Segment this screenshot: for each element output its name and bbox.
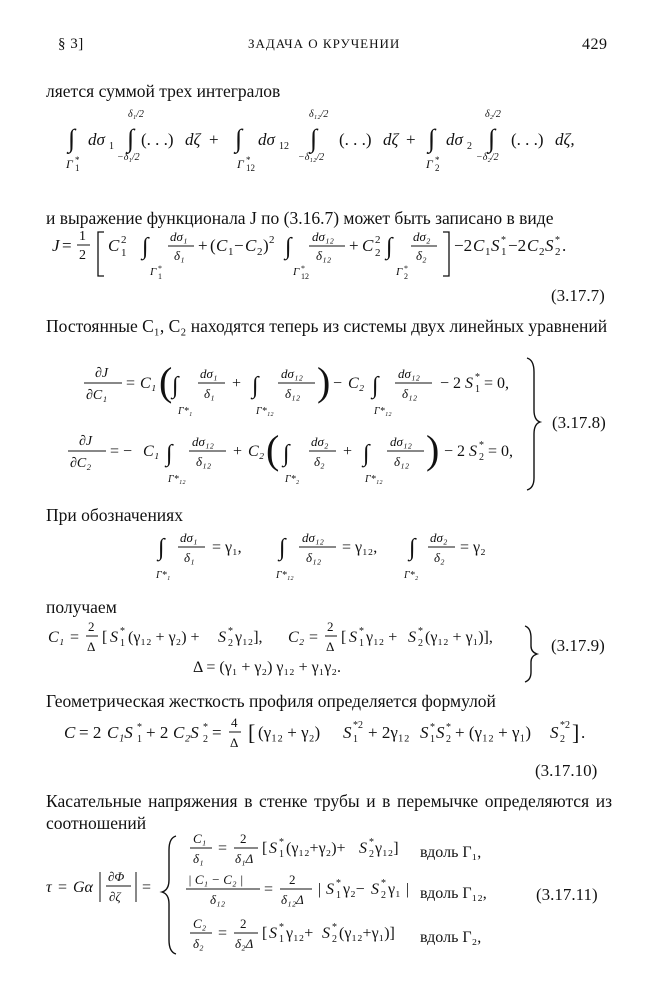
svg-text:C₁S: C₁S: [107, 723, 133, 742]
svg-text:(γ₁₂ + γ₂) +: (γ₁₂ + γ₂) +: [128, 629, 200, 646]
svg-text:δ₁₂: δ₁₂: [196, 454, 212, 469]
svg-text:2: 2: [257, 246, 263, 258]
svg-text:γ₁₂],: γ₁₂],: [235, 629, 263, 646]
svg-text:δ₁₂: δ₁₂: [402, 386, 418, 401]
svg-text:1: 1: [75, 163, 80, 173]
svg-text:= 0,: = 0,: [484, 375, 510, 392]
svg-text:C₁: C₁: [193, 831, 207, 846]
svg-text:δ₁: δ₁: [184, 550, 195, 565]
section-ref: § 3]: [58, 36, 84, 52]
svg-text:|: |: [406, 881, 410, 898]
svg-text:S: S: [550, 723, 559, 742]
svg-text:dσ₂: dσ₂: [311, 434, 329, 449]
eq-source-3b: ∂J/∂C2 = − C1 ∫_{Γ12*} dσ12/δ12 + C2 ( ∫_{Γ2*} dσ2/δ2 + ∫_{Γ12*} dσ12/δ12 ) − 2S2* = 0,: [133, 996, 172, 997]
svg-text:*: *: [501, 235, 506, 246]
svg-text:∫: ∫: [166, 441, 173, 467]
svg-text:*: *: [279, 922, 284, 933]
svg-text:2: 2: [327, 619, 334, 634]
svg-text:=: =: [142, 879, 152, 896]
svg-text:= γ₂: = γ₂: [460, 539, 486, 556]
svg-text:−: −: [333, 375, 343, 392]
svg-text:*: *: [435, 155, 440, 165]
svg-text:−δ₁/2: −δ₁/2: [117, 152, 140, 163]
svg-text:*: *: [430, 722, 435, 733]
svg-text:): ): [317, 359, 331, 404]
svg-text:S: S: [343, 723, 352, 742]
svg-text:dσ₁₂: dσ₁₂: [302, 530, 324, 545]
svg-text:dσ₂: dσ₂: [413, 229, 431, 244]
svg-text:[: [: [102, 629, 108, 646]
formula-stresses: [46, 831, 487, 954]
svg-text:∫: ∫: [283, 441, 290, 467]
svg-text:γ₁: γ₁: [388, 881, 401, 898]
svg-text:(γ₁₂+γ₁)]: (γ₁₂+γ₁)]: [339, 925, 395, 942]
svg-text:dσ₁₂: dσ₁₂: [312, 229, 334, 244]
svg-text:δ₁Δ: δ₁Δ: [235, 851, 254, 866]
svg-text:δ₁: δ₁: [204, 386, 215, 401]
svg-text:C₂S: C₂S: [173, 723, 199, 742]
svg-text:∫: ∫: [285, 234, 292, 260]
svg-text:12: 12: [246, 163, 255, 173]
eq-number-3-17-8: (3.17.8): [552, 413, 606, 432]
svg-text:2: 2: [404, 272, 408, 281]
svg-text:1: 1: [279, 934, 284, 945]
svg-text:∫: ∫: [68, 124, 76, 153]
svg-text:1: 1: [109, 141, 114, 152]
svg-text:δ₁₂: δ₁₂: [316, 248, 332, 263]
svg-text:δ₁₂: δ₁₂: [394, 454, 410, 469]
svg-text:2: 2: [375, 234, 381, 246]
svg-text:∫: ∫: [127, 124, 135, 153]
svg-text:−δ₂/2: −δ₂/2: [476, 152, 499, 163]
svg-text:∫: ∫: [386, 234, 393, 260]
svg-text:*: *: [228, 626, 233, 637]
paragraph-7: Касательные напряжения в стенке трубы и в перемычке определяются из соотношений: [46, 791, 612, 833]
svg-text:S: S: [491, 236, 500, 255]
svg-text:∫: ∫: [279, 535, 286, 561]
svg-text:1: 1: [359, 638, 364, 649]
svg-text:C: C: [245, 236, 257, 255]
svg-text:δ₂: δ₂: [416, 248, 427, 263]
svg-text:γ₁₂+: γ₁₂+: [286, 925, 314, 942]
svg-text:1: 1: [475, 384, 480, 395]
svg-text:dσ: dσ: [446, 130, 463, 149]
svg-text:(. . .): (. . .): [141, 130, 174, 149]
svg-text:.: .: [581, 723, 586, 742]
svg-text:S: S: [218, 629, 226, 646]
svg-text:2: 2: [467, 141, 472, 152]
svg-text:= γ₁,: = γ₁,: [212, 539, 242, 556]
svg-text:=: =: [264, 881, 274, 898]
eq-source-5a: C1 = 2/Δ [ S1* (γ12 + γ2) + S2*γ12 ], C2 = 2/Δ [ S1*γ12 + S2* (γ12 + γ1) ],: [199, 996, 231, 997]
formula-constants: [48, 619, 537, 682]
svg-text:Γ: Γ: [293, 266, 300, 278]
svg-text:(γ₁₂ + γ₂): (γ₁₂ + γ₂): [258, 723, 321, 742]
svg-text:1: 1: [430, 734, 435, 745]
svg-text:−: −: [234, 236, 244, 255]
eq-source-7: τ = Gα |∂Φ/∂ζ| = { C1/δ1 = 2/(δ1Δ) [ S1* (γ12 + γ2) + S2*γ12 ] вдоль Γ1, |C1 − C2|/δ12 = 2/(δ12Δ) | S1*γ2 − S2*γ1 | вдоль Γ12, C2/δ2 = 2/(δ2Δ) [ S1*γ12 + S2* (γ12 + γ1) ] вдоль Γ2,: [274, 996, 350, 997]
svg-text:|: |: [318, 881, 322, 898]
svg-text:S: S: [469, 443, 477, 460]
svg-text:δ₁: δ₁: [193, 851, 204, 866]
svg-text:+ 2: + 2: [146, 723, 169, 742]
paragraph-5: получаем: [46, 597, 117, 617]
svg-text:dσ: dσ: [88, 130, 105, 149]
svg-text:*: *: [446, 722, 451, 733]
svg-text:δ₁: δ₁: [174, 248, 185, 263]
svg-text:= 2: = 2: [79, 723, 102, 742]
svg-text:=: =: [309, 629, 319, 646]
svg-text:dζ,: dζ,: [555, 130, 575, 149]
svg-text:*: *: [246, 155, 251, 165]
eq-number-3-17-11: (3.17.11): [536, 885, 598, 904]
svg-text:(γ₁₂+γ₂)+: (γ₁₂+γ₂)+: [286, 840, 346, 857]
svg-text:2: 2: [435, 163, 440, 173]
svg-text:Γ*₁: Γ*₁: [156, 570, 171, 581]
svg-text:12: 12: [279, 141, 289, 152]
svg-text:S: S: [408, 629, 416, 646]
svg-text:dσ₁₂: dσ₁₂: [398, 366, 420, 381]
svg-text:∫: ∫: [409, 535, 416, 561]
svg-text:Γ: Γ: [66, 157, 73, 171]
svg-text:Γ*₂: Γ*₂: [404, 570, 419, 581]
svg-text:(: (: [266, 427, 280, 472]
svg-text:∂C₂: ∂C₂: [70, 456, 92, 471]
svg-text:*: *: [404, 264, 408, 273]
eq-source-5b: Δ = (γ1 + γ2) γ12 + γ1γ2.: [230, 996, 242, 997]
svg-text:∫: ∫: [372, 373, 379, 399]
svg-text:δ₂/2: δ₂/2: [485, 109, 501, 120]
svg-text:вдоль Γ₂,: вдоль Γ₂,: [420, 929, 482, 946]
svg-text:C₂: C₂: [288, 629, 305, 646]
svg-text:γ₁₂ +: γ₁₂ +: [366, 629, 398, 646]
svg-text:2: 2: [418, 638, 423, 649]
svg-text:*: *: [203, 722, 208, 733]
svg-text:Δ: Δ: [230, 735, 239, 750]
svg-text:[: [: [262, 840, 268, 857]
svg-text:= −: = −: [110, 443, 133, 460]
svg-text:dσ₁₂: dσ₁₂: [390, 434, 412, 449]
svg-text:S: S: [465, 375, 473, 392]
svg-text:Γ: Γ: [150, 266, 157, 278]
svg-text:∫: ∫: [172, 373, 179, 399]
svg-text:): ): [426, 427, 440, 472]
svg-text:δ₂: δ₂: [314, 454, 325, 469]
paragraph-2: и выражение функционала J по (3.16.7) может быть записано в виде: [46, 208, 554, 228]
running-title: ЗАДАЧА О КРУЧЕНИИ: [248, 36, 401, 51]
svg-text:dζ: dζ: [185, 130, 201, 149]
svg-text:J: J: [52, 236, 60, 255]
svg-text:2: 2: [228, 638, 233, 649]
svg-text:S: S: [326, 881, 334, 898]
svg-text:*: *: [301, 264, 305, 273]
svg-text:dσ: dσ: [258, 130, 275, 149]
svg-text:∫: ∫: [235, 124, 243, 153]
equation-source-text: [0, 996, 659, 997]
svg-text:1: 1: [228, 246, 234, 258]
svg-text:S: S: [436, 723, 445, 742]
svg-text:dσ₁₂: dσ₁₂: [281, 366, 303, 381]
svg-text:1: 1: [353, 734, 358, 745]
svg-text:Gα: Gα: [73, 879, 93, 896]
svg-text:+: +: [349, 236, 359, 255]
svg-text:*2: *2: [560, 720, 570, 731]
svg-text:.: .: [562, 236, 567, 255]
svg-text:∫: ∫: [142, 234, 149, 260]
svg-text:2: 2: [240, 916, 247, 931]
svg-text:2: 2: [332, 934, 337, 945]
svg-text:[: [: [262, 925, 268, 942]
svg-text:+: +: [232, 375, 242, 392]
svg-text:Γ: Γ: [396, 266, 403, 278]
svg-text:=: =: [58, 879, 68, 896]
svg-text:∫: ∫: [310, 124, 318, 153]
eq-source-3a: ∂J/∂C1 = C1 ( ∫_{Γ1*} dσ1/δ1 + ∫_{Γ12*} dσ12/δ12 ) − C2 ∫_{Γ12*} dσ12/δ12 − 2S1* = 0,: [96, 996, 134, 997]
svg-text:C: C: [527, 236, 539, 255]
svg-text:*: *: [479, 440, 484, 451]
svg-text:| C₁ − C₂ |: | C₁ − C₂ |: [188, 872, 244, 887]
svg-text:вдоль Γ₁,: вдоль Γ₁,: [420, 844, 482, 861]
svg-text:dζ: dζ: [383, 130, 399, 149]
svg-text:C₁: C₁: [48, 629, 65, 646]
svg-text:S: S: [110, 629, 118, 646]
svg-text:1: 1: [137, 734, 142, 745]
svg-text:Γ*₁₂: Γ*₁₂: [276, 570, 294, 581]
svg-text:*: *: [137, 722, 142, 733]
svg-text:[: [: [248, 720, 256, 745]
svg-text:1: 1: [121, 247, 127, 259]
svg-text:12: 12: [301, 272, 309, 281]
svg-text:(. . .): (. . .): [339, 130, 372, 149]
paragraph-1: ляется суммой трех интегралов: [46, 81, 281, 101]
svg-text:+: +: [233, 443, 243, 460]
svg-text:∫: ∫: [158, 535, 165, 561]
svg-text:*2: *2: [353, 720, 363, 731]
svg-text:2: 2: [479, 452, 484, 463]
svg-text:=: =: [218, 925, 228, 942]
svg-text:1: 1: [158, 272, 162, 281]
svg-text:+: +: [343, 443, 353, 460]
svg-text:− 2: − 2: [440, 375, 462, 392]
svg-text:+: +: [406, 130, 416, 149]
svg-text:C₁: C₁: [143, 443, 160, 460]
svg-text:2: 2: [79, 248, 86, 263]
svg-text:S: S: [371, 881, 379, 898]
svg-text:(: (: [159, 359, 173, 404]
svg-text:2: 2: [381, 890, 386, 901]
svg-text:S: S: [545, 236, 554, 255]
svg-text:δ₁₂Δ: δ₁₂Δ: [281, 892, 304, 907]
svg-text:−2: −2: [508, 236, 527, 255]
svg-text:δ₁₂: δ₁₂: [306, 550, 322, 565]
svg-text:*: *: [555, 235, 560, 246]
svg-text:Δ = (γ₁ + γ₂) γ₁₂ + γ₁γ₂.: Δ = (γ₁ + γ₂) γ₁₂ + γ₁γ₂.: [193, 659, 341, 676]
svg-text:Γ*₂: Γ*₂: [285, 474, 300, 485]
formula-functional-j: [52, 229, 566, 281]
svg-text:1: 1: [120, 638, 125, 649]
svg-text:*: *: [120, 626, 125, 637]
svg-text:Γ: Γ: [237, 157, 244, 171]
paragraph-4: При обозначениях: [46, 505, 183, 525]
svg-text:2: 2: [369, 849, 374, 860]
svg-text:=: =: [62, 236, 72, 255]
svg-text:dσ₁: dσ₁: [200, 366, 218, 381]
svg-text:∂ζ: ∂ζ: [109, 889, 121, 904]
svg-text:*: *: [359, 626, 364, 637]
svg-text:2: 2: [560, 734, 565, 745]
svg-text:*: *: [381, 878, 386, 889]
svg-text:δ₁/2: δ₁/2: [128, 109, 144, 120]
svg-text:Δ: Δ: [326, 639, 335, 654]
eq-number-3-17-7: (3.17.7): [551, 286, 605, 305]
paragraph-6: Геометрическая жесткость профиля определяется формулой: [46, 691, 496, 711]
svg-text:δ₂: δ₂: [434, 550, 445, 565]
page-number: 429: [582, 36, 608, 53]
eq-source-2: J = 1/2 [ C1² ∫_{Γ1*} dσ1/δ1 + (C1 − C2)² ∫_{Γ12*} dσ12/δ12 + C2² ∫_{Γ2*} dσ2/δ2 ] − 2C1S1* − 2C2S2*.: [52, 996, 97, 997]
svg-text:[: [: [341, 629, 347, 646]
svg-text:*: *: [75, 155, 80, 165]
svg-text:S: S: [420, 723, 429, 742]
svg-text:C: C: [473, 236, 485, 255]
svg-text:*: *: [369, 837, 374, 848]
svg-text:2: 2: [289, 872, 296, 887]
svg-text:1: 1: [279, 849, 284, 860]
svg-text:Γ*₁₂: Γ*₁₂: [374, 406, 392, 417]
eq-number-3-17-10: (3.17.10): [535, 761, 598, 780]
svg-text:∫: ∫: [428, 124, 436, 153]
svg-text:2: 2: [539, 246, 545, 258]
svg-text:*: *: [279, 837, 284, 848]
svg-text:]: ]: [572, 720, 580, 745]
svg-text:Γ*₁₂: Γ*₁₂: [365, 474, 383, 485]
svg-text:4: 4: [231, 715, 238, 730]
svg-text:S: S: [359, 840, 367, 857]
svg-text:2: 2: [121, 234, 127, 246]
svg-text:∂J: ∂J: [95, 366, 109, 381]
svg-text:2: 2: [88, 619, 95, 634]
svg-text:(γ₁₂ + γ₁)],: (γ₁₂ + γ₁)],: [425, 629, 493, 646]
svg-text:∂Φ: ∂Φ: [108, 869, 125, 884]
svg-text:γ₂−: γ₂−: [343, 881, 365, 898]
svg-text:Γ: Γ: [426, 157, 433, 171]
svg-text:Γ*₁: Γ*₁: [178, 406, 193, 417]
formula-notations: [155, 530, 486, 581]
svg-text:∫: ∫: [252, 373, 259, 399]
svg-text:2: 2: [240, 831, 247, 846]
svg-text:= γ₁₂,: = γ₁₂,: [342, 539, 378, 556]
svg-text:C: C: [108, 236, 120, 255]
svg-text:+ 2γ₁₂: + 2γ₁₂: [368, 723, 410, 742]
svg-text:δ₁₂/2: δ₁₂/2: [309, 109, 329, 120]
formula-integral-sum: [65, 109, 575, 173]
svg-text:S: S: [269, 840, 277, 857]
svg-text:= 0,: = 0,: [488, 443, 514, 460]
eq-source-6: C = 2C1S1* + 2C2S2* = 4/Δ [ (γ12 + γ2) S1*² + 2γ12S1*S2* + (γ12 + γ1) S2*² ].: [241, 996, 275, 997]
svg-text:δ₂Δ: δ₂Δ: [235, 936, 254, 951]
svg-text:δ₁₂: δ₁₂: [210, 892, 226, 907]
svg-text:C: C: [362, 236, 374, 255]
svg-text:∫: ∫: [488, 124, 496, 153]
svg-text:δ₂: δ₂: [193, 936, 204, 951]
svg-text:S: S: [322, 925, 330, 942]
svg-text:∂C₁: ∂C₁: [86, 388, 108, 403]
svg-text:dσ₁: dσ₁: [170, 229, 188, 244]
svg-text:1: 1: [79, 229, 86, 244]
svg-text:*: *: [336, 878, 341, 889]
svg-text:2: 2: [375, 247, 381, 259]
svg-text:1: 1: [336, 890, 341, 901]
svg-text:(. . .): (. . .): [511, 130, 544, 149]
formula-stiffness: [64, 715, 585, 750]
svg-text:τ: τ: [46, 879, 52, 896]
svg-text:∂J: ∂J: [79, 434, 93, 449]
eq-source-1: ∫_{Γ1*} dσ1 ∫_{−δ1/2}^{δ1/2} (. . .) dζ + ∫_{Γ12*} dσ12 ∫_{−δ12/2}^{δ12/2} (. . .) dζ + ∫_{Γ2*} dσ2 ∫_{−δ2/2}^{δ2/2} (. . .) dζ,: [0, 996, 53, 997]
svg-text:1: 1: [485, 246, 491, 258]
svg-text:=: =: [218, 840, 228, 857]
svg-text:S: S: [349, 629, 357, 646]
svg-text:*: *: [475, 372, 480, 383]
svg-text:∫: ∫: [363, 441, 370, 467]
svg-text:2: 2: [269, 234, 275, 246]
paragraph-3: Постоянные C₁, C₂ находятся теперь из системы двух линейных уравнений: [46, 316, 608, 336]
svg-text:*: *: [418, 626, 423, 637]
svg-text:Δ: Δ: [87, 639, 96, 654]
eq-source-4: ∫_{Γ1*} dσ1/δ1 = γ1, ∫_{Γ12*} dσ12/δ12 = γ12, ∫_{Γ2*} dσ2/δ2 = γ2: [171, 996, 200, 997]
svg-text:C₂: C₂: [248, 443, 265, 460]
svg-text:C: C: [64, 723, 76, 742]
svg-text:−2: −2: [454, 236, 473, 255]
svg-text:γ₁₂]: γ₁₂]: [375, 840, 399, 857]
svg-text:1: 1: [501, 246, 507, 258]
svg-text:2: 2: [203, 734, 208, 745]
svg-text:2: 2: [446, 734, 451, 745]
svg-text:=: =: [126, 375, 136, 392]
eq-number-3-17-9: (3.17.9): [551, 636, 605, 655]
formula-linear-system: [68, 358, 540, 490]
svg-text:вдоль Γ₁₂,: вдоль Γ₁₂,: [420, 885, 487, 902]
svg-text:C₂: C₂: [348, 375, 365, 392]
svg-text:2: 2: [555, 246, 561, 258]
svg-text:+: +: [198, 236, 208, 255]
svg-text:δ₁₂: δ₁₂: [285, 386, 301, 401]
svg-text:*: *: [158, 264, 162, 273]
svg-text:=: =: [70, 629, 80, 646]
svg-text:*: *: [332, 922, 337, 933]
svg-text:dσ₁₂: dσ₁₂: [192, 434, 214, 449]
svg-text:dσ₂: dσ₂: [430, 530, 448, 545]
svg-text:+ (γ₁₂ + γ₁): + (γ₁₂ + γ₁): [455, 723, 532, 742]
svg-text:dσ₁: dσ₁: [180, 530, 198, 545]
svg-text:+: +: [209, 130, 219, 149]
svg-text:Γ*₁₂: Γ*₁₂: [256, 406, 274, 417]
svg-text:−δ₁₂/2: −δ₁₂/2: [298, 152, 325, 163]
svg-text:=: =: [212, 723, 222, 742]
svg-text:C: C: [216, 236, 228, 255]
svg-text:): ): [263, 236, 269, 255]
svg-text:C₂: C₂: [193, 916, 207, 931]
svg-text:S: S: [269, 925, 277, 942]
svg-text:− 2: − 2: [444, 443, 466, 460]
svg-text:(: (: [210, 236, 216, 255]
svg-text:C₁: C₁: [140, 375, 157, 392]
svg-text:Γ*₁₂: Γ*₁₂: [168, 474, 186, 485]
